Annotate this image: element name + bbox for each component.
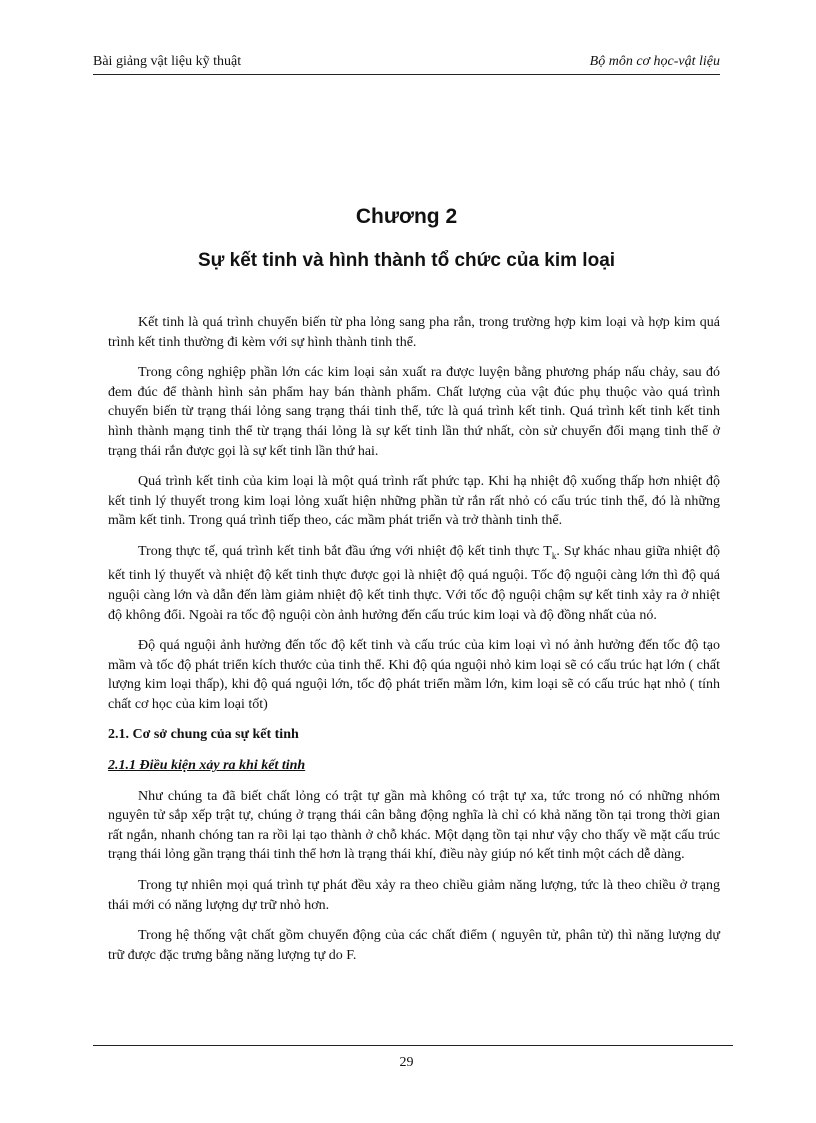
paragraph: Trong hệ thống vật chất gồm chuyển động của các chất điểm ( nguyên tử, phân tử) thì năng lượng dự trữ được đặc trưng bằng năng lượng tự do F. — [108, 928, 720, 963]
page-header — [93, 52, 720, 75]
page-number: 29 — [399, 1055, 414, 1070]
paragraph: Độ quá nguội ảnh hưởng đến tốc độ kết tinh và cấu trúc của kim loại vì nó ảnh hưởng đến tốc độ tạo mầm và tốc độ phát triển kích thước của tinh thể. Khi độ qúa nguội nhỏ kim loại sẽ có cấu trúc hạt lớn ( chất lượng kim loại thấp), khi độ quá nguội lớn, tốc độ phát triển mầm lớn, kim loại sẽ có cấu trúc hạt nhỏ ( tính chất cơ học của kim loại tốt) — [108, 638, 720, 712]
body-text — [108, 313, 720, 976]
paragraph: Trong tự nhiên mọi quá trình tự phát đều xảy ra theo chiều giảm năng lượng, tức là theo chiều ở trạng thái mới có năng lượng dự trữ nhỏ hơn. — [108, 878, 720, 913]
chapter-number: Chương 2 — [355, 205, 458, 228]
paragraph-text: Trong thực tế, quá trình kết tinh bắt đầu ứng với nhiệt độ kết tinh thực T — [138, 543, 552, 559]
paragraph: Quá trình kết tinh của kim loại là một quá trình rất phức tạp. Khi hạ nhiệt độ xuống thấp hơn nhiệt độ kết tinh lý thuyết trong kim loại lỏng xuất hiện những phần tử rắn rất nhỏ có cấu trúc tinh thể, đó là những mầm kết tinh. Trong quá trình tiếp theo, các mầm phát triển và trở thành tinh thể. — [108, 474, 720, 529]
chapter-title: Sự kết tinh và hình thành tổ chức của kim loại — [197, 250, 616, 271]
subsection-heading: 2.1.1 Điều kiện xảy ra khi kết tinh — [108, 758, 306, 774]
footer-divider — [93, 1045, 733, 1046]
header-course-title: Bài giảng vật liệu kỹ thuật — [93, 54, 242, 69]
paragraph: Kết tinh là quá trình chuyển biến từ pha lỏng sang pha rắn, trong trường hợp kim loại và hợp kim quá trình kết tinh thường đi kèm với sự hình thành tinh thể. — [108, 315, 720, 350]
paragraph — [108, 542, 720, 625]
paragraph: Như chúng ta đã biết chất lỏng có trật tự gần mà không có trật tự xa, tức trong nó có những nhóm nguyên tử sắp xếp trật tự, chúng ở trạng thái cân bằng động nghĩa là chỉ có khả năng tồn tại trong thời gian rất ngắn, nhanh chóng tan ra rồi lại tạo thành ở chỗ khác. Một dạng tồn tại như vậy cho thấy về mặt cấu trúc trạng thái lỏng gần trạng thái tinh thể hơn là trạng thái khí, điều này giúp nó kết tinh một cách dễ dàng. — [108, 788, 720, 863]
subscript: k — [551, 550, 557, 561]
paragraph: Trong công nghiệp phần lớn các kim loại sản xuất ra được luyện bằng phương pháp nấu chảy, sau đó đem đúc để thành hình sản phẩm hay bán thành phẩm. Chất lượng của vật đúc phụ thuộc vào quá trình chuyển biến từ trạng thái lỏng sang trạng thái tinh thể, tức là quá trình kết tinh. Quá trình kết tinh kết tinh hình thành mạng tinh thể từ trạng thái lỏng là sự kết tinh lần thứ nhất, còn sử chuyển đổi mạng tinh thể ở trạng thái rắn được gọi là sự kết tinh lần thứ hai. — [108, 365, 720, 459]
header-department: Bộ môn cơ học-vật liệu — [589, 54, 720, 69]
section-heading: 2.1. Cơ sở chung của sự kết tinh — [108, 727, 299, 743]
paragraph-text: . Sự khác nhau giữa nhiệt độ kết tinh lý thuyết và nhiệt độ kết tinh thực được gọi là nhiệt độ quá nguội. Tốc độ nguội càng lớn thì độ quá nguội càng lớn và dẫn đến làm giảm nhiệt độ kết tinh thực. Với tốc độ nguội chậm sự kết tinh xảy ra ở nhiệt độ không đổi. Ngoài ra tốc độ nguội còn ảnh hưởng đến cấu trúc kim loại và độ đồng nhất của nó. — [108, 543, 720, 623]
